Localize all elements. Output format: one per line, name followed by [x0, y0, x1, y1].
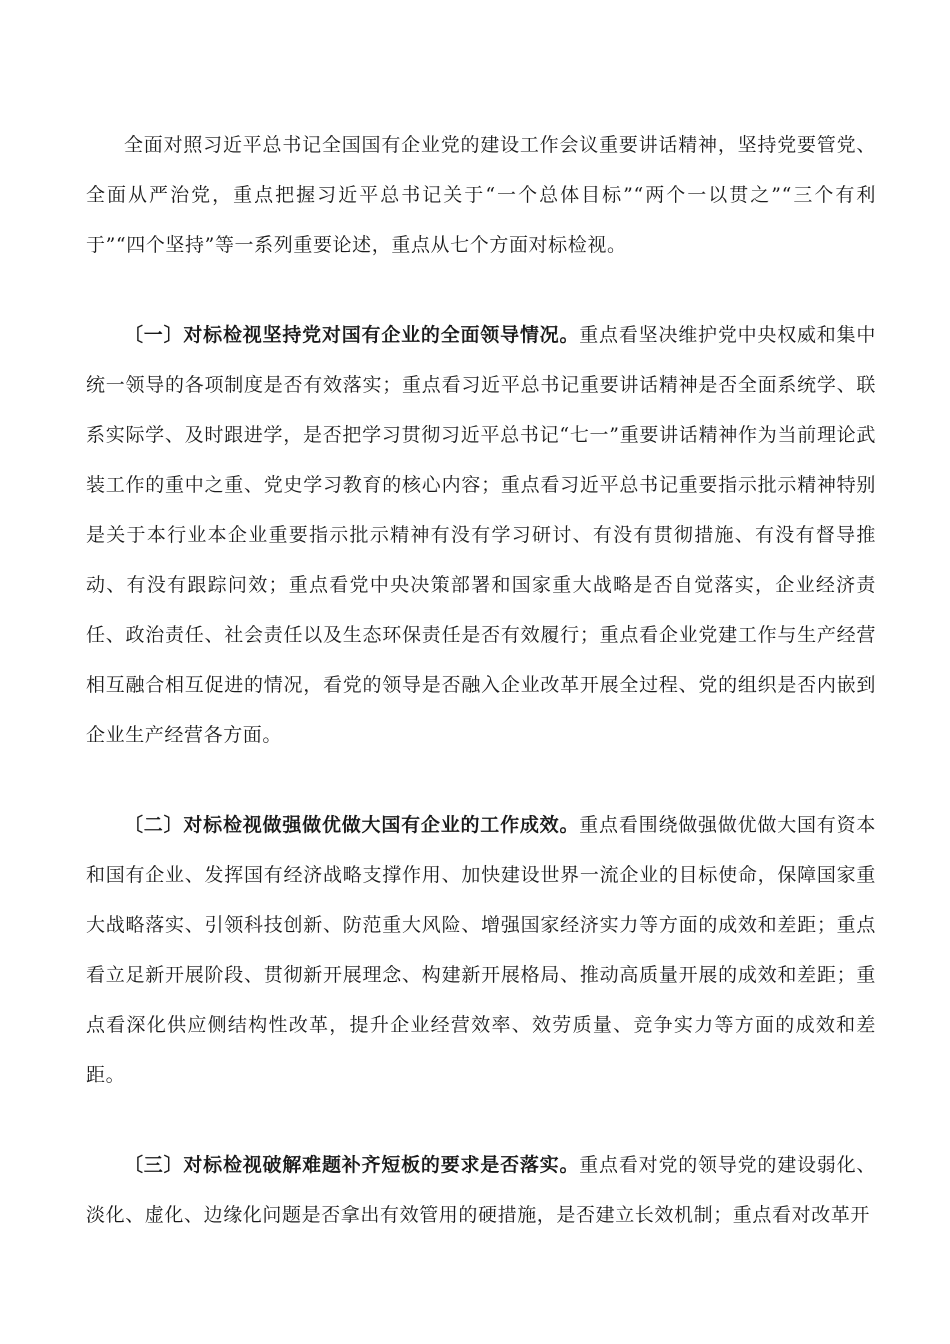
intro-paragraph: [86, 120, 876, 270]
section-1-heading: 〔一〕对标检视坚持党对国有企业的全面领导情况。: [124, 324, 580, 346]
section-1-body: 重点看坚决维护党中央权威和集中统一领导的各项制度是否有效落实；重点看习近平总书记重要讲话精神是否全面系统学、联系实际学、及时跟进学，是否把学习贯彻习近平总书记“七一”重要讲话精神作为当前理论武装工作的重中之重、党史学习教育的核心内容；重点看习近平总书记重要指示批示精神特别是关于本行业本企业重要指示批示精神有没有学习研讨、有没有贯彻措施、有没有督导推动、有没有跟踪问效；重点看党中央决策部署和国家重大战略是否自觉落实，企业经济责任、政治责任、社会责任以及生态环保责任是否有效履行；重点看企业党建工作与生产经营相互融合相互促进的情况，看党的领导是否融入企业改革开展全过程、党的组织是否内嵌到企业生产经营各方面。: [86, 324, 876, 746]
intro-text: 全面对照习近平总书记全国国有企业党的建设工作会议重要讲话精神，坚持党要管党、全面从严治党，重点把握习近平总书记关于“一个总体目标”“两个一以贯之”“三个有利于”“四个坚持”等一系列重要论述，重点从七个方面对标检视。: [86, 134, 876, 256]
document-body: [86, 120, 876, 1280]
section-2-heading: 〔二〕对标检视做强做优做大国有企业的工作成效。: [124, 814, 580, 836]
section-3-heading: 〔三〕对标检视破解难题补齐短板的要求是否落实。: [124, 1154, 580, 1176]
section-3-body: 重点看对党的领导党的建设弱化、淡化、虚化、边缘化问题是否拿出有效管用的硬措施，是否建立长效机制；重点看对改革开: [86, 1154, 876, 1226]
section-2-body: 重点看围绕做强做优做大国有资本和国有企业、发挥国有经济战略支撑作用、加快建设世界一流企业的目标使命，保障国家重大战略落实、引领科技创新、防范重大风险、增强国家经济实力等方面的成效和差距；重点看立足新开展阶段、贯彻新开展理念、构建新开展格局、推动高质量开展的成效和差距；重点看深化供应侧结构性改革，提升企业经营效率、效劳质量、竞争实力等方面的成效和差距。: [86, 814, 876, 1086]
section-3-paragraph: [86, 1140, 876, 1240]
section-2-paragraph: [86, 800, 876, 1100]
section-1-paragraph: [86, 310, 876, 760]
